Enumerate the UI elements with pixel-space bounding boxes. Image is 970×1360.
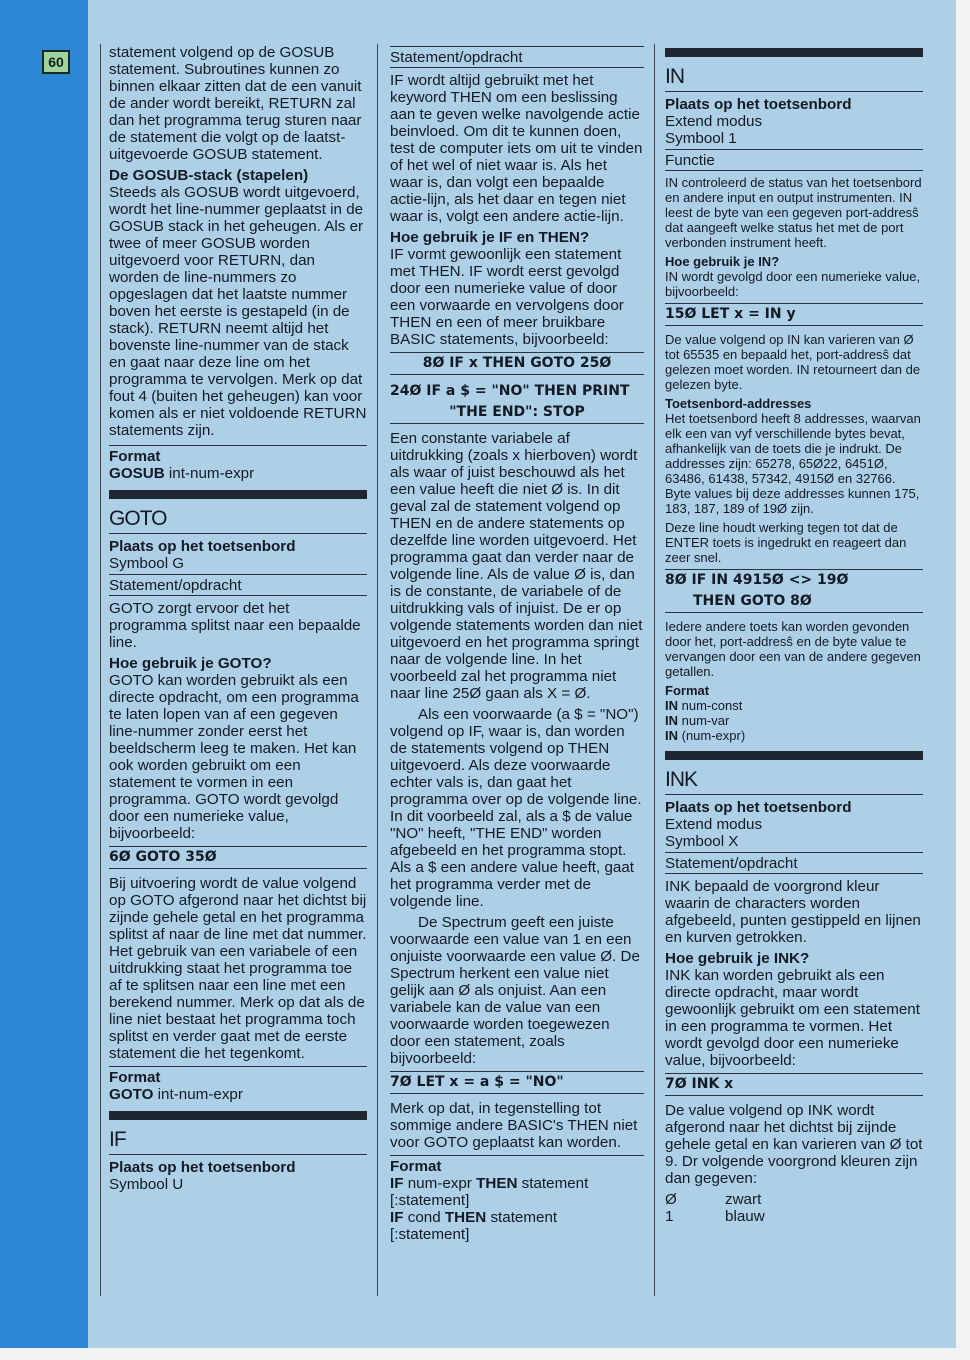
kb-text: Het toetsenbord heeft 8 addresses, waarvan elk een van vyf verschillende bytes bevat, afhankelijk van de toets die je indrukt. De addresses zijn: 65278, 65Ø22, 6451Ø, 63486, 61438, 57342, 4915Ø en 32766. Byte values bij deze addresses kunnen 175, 183, 187, 189 of 19Ø zijn. — [665, 411, 921, 516]
gosub-stack-heading: De GOSUB-stack (stapelen) — [109, 167, 309, 184]
if-type: Statement/opdracht — [390, 46, 644, 68]
if-text-1: Een constante variabele af uitdrukking (zoals x hierboven) wordt als waar of juist beschouwd als het een value heeft die niet Ø is. In dit geval zal de statement volgend op THEN en de andere statements op dezelfde line worden uitgevoerd. Het programma gaat dan verder naar de volgende line. Als de value Ø is, dan is de constante, de variabele of de uitdrukking vals of injuist. De er op volgende statements worden dan niet uitgevoerd en het programma springt naar de volgende line. In het voorbeeld zal het programma niet naar line 25Ø gaan als X = Ø. — [390, 430, 643, 702]
ink-title: INK — [665, 764, 923, 795]
color-name: blauw — [725, 1208, 765, 1225]
in-symbol: Symbool 1 — [665, 130, 737, 147]
page-edge-right — [956, 0, 970, 1360]
ink-desc: INK bepaald de voorgrond kleur waarin de characters worden afgebeeld, punten gestippeld en lijnen en kurven getrokken. — [665, 878, 921, 946]
goto-format-heading: Format — [109, 1069, 161, 1086]
color-name: zwart — [725, 1191, 762, 1208]
color-code: 1 — [665, 1208, 674, 1225]
gosub-format-heading: Format — [109, 448, 161, 465]
goto-format-line — [109, 1086, 367, 1103]
goto-example-text: Bij uitvoering wordt de value volgend op GOTO afgerond naar het dichtst bij zijnde gehele getal en het programma splitst af naar de line met dat nummer. Het gebruik van een variabele of een uitdrukking staat het programma toe af te splitsen naar een line met een berekend nummer. Merk op dat als de line niet bestaat het programma toch splitst en verder gaat met de eerste statement die het tegenkomt. — [109, 875, 367, 1062]
in-text-3: Iedere andere toets kan worden gevonden door het, port-addresŝ en de byte value te vervangen door een van de andere gegeven getallen. — [665, 619, 921, 679]
if-format-2: IF cond THEN statement — [390, 1209, 558, 1226]
gosub-stack-text: Steeds als GOSUB wordt uitgevoerd, wordt het line-nummer geplaatst in de GOSUB stack in het geheugen. Als er twee of meer GOSUB worden uitgevoerd voor RETURN, dan worden de line-nummers zo opgeslagen dat het laatste nummer boven het eerste is gestapeld (in de stack). RETURN neemt altijd het bovenste line-nummer van de stack en gaat naar deze line om het programma te vervolgen. Merk op dat fout 4 (buiten het geheugen) kan voor komen als er niet voldoende RETURN statements zijn. — [109, 184, 367, 439]
in-example-2a: 8Ø IF IN 4915Ø <> 19Ø — [665, 569, 923, 591]
if-format-1: IF num-expr THEN statement — [390, 1175, 589, 1192]
in-use-heading: Hoe gebruik je IN? — [665, 254, 780, 269]
page-number: 60 — [42, 50, 70, 74]
if-example-1: 8Ø IF x THEN GOTO 25Ø — [390, 352, 644, 375]
color-row — [665, 1208, 923, 1225]
ink-example: 7Ø INK x — [665, 1073, 923, 1096]
goto-title: GOTO — [109, 503, 367, 534]
column-1 — [109, 44, 367, 1193]
if-format-1-cont: [:statement] — [390, 1192, 470, 1209]
goto-desc: GOTO zorgt ervoor det het programma splitst naar een bepaalde line. — [109, 600, 361, 651]
in-function: Functie — [665, 149, 923, 171]
if-text-3: De Spectrum geeft een juiste voorwaarde een value van 1 en een onjuiste voorwaarde een value Ø. De Spectrum herkent een value niet gelijk aan Ø als onjuist. Aan een variabele kan de value van een voorwaarde worden toegewezen door een statement, zoals bijvoorbeeld: — [390, 914, 640, 1067]
in-format-1: IN num-const — [665, 698, 743, 713]
in-title: IN — [665, 61, 923, 92]
ink-place-heading: Plaats op het toetsenbord — [665, 799, 852, 816]
goto-use-heading: Hoe gebruik je GOTO? — [109, 655, 272, 672]
if-format-2-cont: [:statement] — [390, 1226, 470, 1243]
ink-type: Statement/opdracht — [665, 852, 923, 874]
in-format-3: IN (num-expr) — [665, 728, 746, 743]
in-example-2b: THEN GOTO 8Ø — [665, 591, 923, 613]
ink-symbol: Symbool X — [665, 833, 739, 850]
column-divider-middle — [377, 44, 378, 1296]
in-example: 15Ø LET x = IN y — [665, 303, 923, 326]
if-use-text: IF vormt gewoonlijk een statement met THEN. IF wordt eerst gevolgd door een numerieke value of door een vorwaarde en vervolgens door THEN en een of meer bruikbare BASIC statements, bijvoorbeeld: — [390, 246, 624, 348]
if-example-3: 7Ø LET x = a $ = "NO" — [390, 1071, 644, 1094]
if-text-4: Merk op dat, in tegenstelling tot sommige andere BASIC's THEN niet voor GOTO geplaatst kan worden. — [390, 1100, 638, 1151]
if-example-2a: 24Ø IF a $ = "NO" THEN PRINT — [390, 383, 630, 399]
goto-format-args: int-num-expr — [153, 1086, 243, 1103]
if-format-heading: Format — [390, 1158, 442, 1175]
section-bar-if — [109, 1111, 367, 1120]
goto-symbol: Symbool G — [109, 555, 185, 572]
ink-mode: Extend modus — [665, 816, 763, 833]
gosub-format-args: int-num-expr — [164, 465, 255, 482]
color-code: Ø — [665, 1191, 677, 1208]
in-mode: Extend modus — [665, 113, 763, 130]
in-use-text: IN wordt gevolgd door een numerieke value, bijvoorbeeld: — [665, 269, 921, 299]
page-edge-bottom — [0, 1348, 970, 1360]
gosub-intro-text: statement volgend op de GOSUB statement. Subroutines kunnen zo binnen elkaar zitten dat de een vanuit de ander wordt bereikt, RETURN zal dan het programma terug sturen naar de statement die volgt op de laatst-uitgevoerde GOSUB statement. — [109, 44, 362, 163]
if-use-heading: Hoe gebruik je IF en THEN? — [390, 229, 590, 246]
gosub-format-line — [109, 465, 367, 482]
goto-format-keyword: GOTO — [109, 1086, 154, 1103]
section-bar-ink — [665, 751, 923, 760]
goto-use-text: GOTO kan worden gebruikt als een directe opdracht, om een programma te laten lopen van af een gegeven line-nummer zonder eerst het beeldscherm leeg te maken. Het kan ook worden gebruikt om een statement te vormen in een programma. GOTO wordt gevolgd door een numerieke value, bijvoorbeeld: — [109, 672, 359, 842]
if-text-2: Als een voorwaarde (a $ = "NO") volgend op IF, waar is, dan worden de statements volgend op THEN uitgevoerd. Als deze voorwaarde echter vals is, dan gaat het programma over op de volgende line. In dit voorbeeld zal, als a $ de value "NO" heeft, "THE END" worden afgebeeld en het programma stopt. Als a $ een andere value heeft, gaat het programma verder met de volgende line. — [390, 706, 642, 910]
column-divider-right — [654, 44, 655, 1296]
kb-text-2: Deze line houdt werking tegen tot dat de ENTER toets is ingedrukt en reageert dan zeer snel. — [665, 520, 907, 565]
if-symbol: Symbool U — [109, 1176, 184, 1193]
in-format-2: IN num-var — [665, 713, 730, 728]
goto-type: Statement/opdracht — [109, 574, 367, 596]
in-format-heading: Format — [665, 683, 710, 698]
section-bar-goto — [109, 490, 367, 499]
blue-margin-strip — [0, 0, 88, 1348]
if-example-2b: "THE END": STOP — [390, 402, 644, 424]
if-title: IF — [109, 1124, 367, 1155]
gosub-format-keyword: GOSUB — [109, 465, 165, 482]
column-3 — [665, 44, 923, 1225]
goto-place-heading: Plaats op het toetsenbord — [109, 538, 296, 555]
kb-heading: Toetsenbord-addresses — [665, 396, 812, 411]
ink-use-text: INK kan worden gebruikt als een directe opdracht, maar wordt gewoonlijk gebruikt om een statement in een programma te vormen. Het wordt gevolgd door een numerieke value, bijvoorbeeld: — [665, 967, 920, 1069]
ink-use-heading: Hoe gebruik je INK? — [665, 950, 810, 967]
if-desc: IF wordt altijd gebruikt met het keyword THEN om een beslissing aan te geven welke navolgende actie beinvloed. Om dit te kunnen doen, test de computer iets om uit te vinden of het wel of niet waar is. Als het waar is, dan volgt een bepaalde actie-lijn, als het daar en tegen niet waar is, volgt een andere actie-lijn. — [390, 72, 643, 225]
in-example-text: De value volgend op IN kan varieren van Ø tot 65535 en bepaald het, port-addresŝ dat gelezen moet worden. IN retourneert dan de gelezen byte. — [665, 332, 921, 392]
goto-example: 6Ø GOTO 35Ø — [109, 846, 367, 869]
ink-example-text: De value volgend op INK wordt afgerond naar het dichtst bij zijnde gehele getal en kan varieren van Ø tot 9. Dr volgende voorgrond kleuren zijn dan gegeven: — [665, 1102, 923, 1187]
section-bar-in — [665, 48, 923, 57]
color-row — [665, 1191, 923, 1208]
column-2 — [390, 44, 644, 1243]
column-divider-left — [100, 44, 101, 1296]
in-desc: IN controleerd de status van het toetsenbord en andere input en output instrumenten. IN leest de byte van een gegeven port-addresŝ dat aangeeft welke status het met de port verbonden instrument heeft. — [665, 175, 922, 250]
if-place-heading: Plaats op het toetsenbord — [109, 1159, 296, 1176]
in-place-heading: Plaats op het toetsenbord — [665, 96, 852, 113]
